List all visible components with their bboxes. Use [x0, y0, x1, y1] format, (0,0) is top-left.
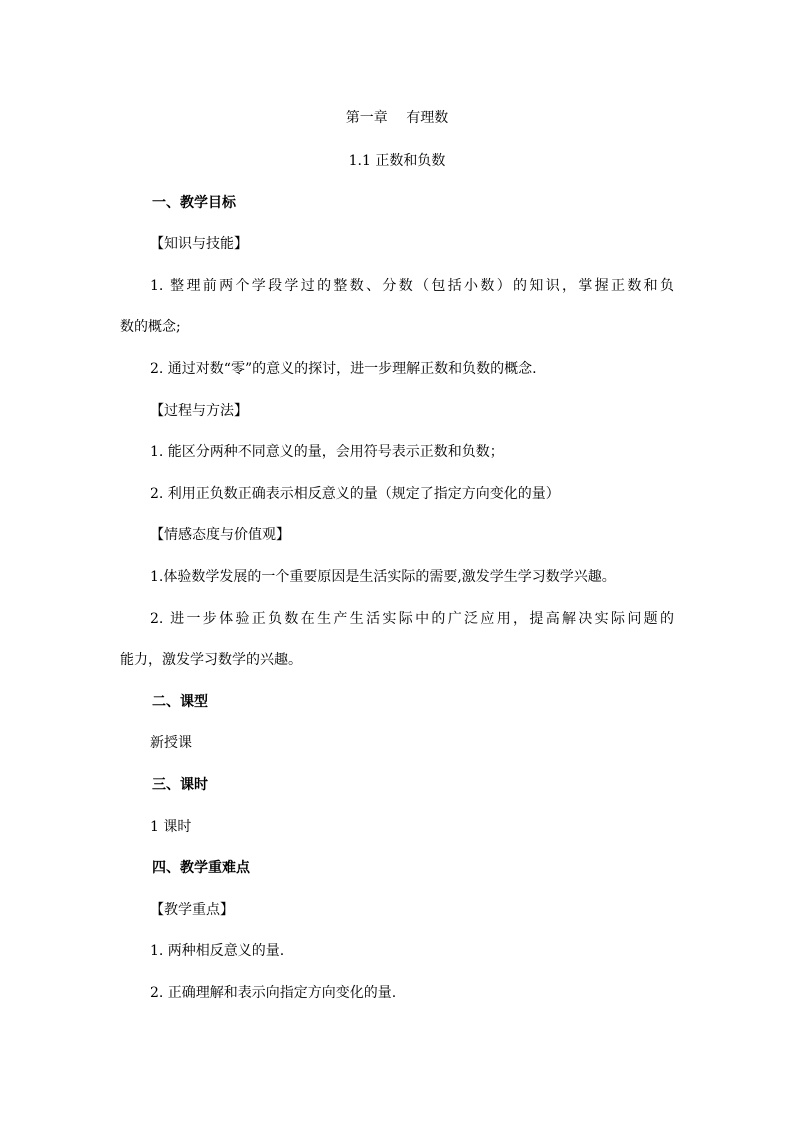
focus-item1: 1. 两种相反意义的量. [150, 943, 285, 959]
ks-item2: 2. 通过对数“零”的意义的探讨，进一步理解正数和负数的概念. [150, 361, 537, 377]
chapter-title: 第一章 有理数 [345, 110, 449, 126]
class-hours-value: 1 课时 [150, 819, 192, 835]
lesson-type-heading: 二、课型 [152, 694, 208, 710]
key-points-heading: 四、教学重难点 [152, 860, 250, 876]
pm-item1: 1. 能区分两种不同意义的量，会用符号表示正数和负数； [150, 444, 504, 460]
focus-item2: 2. 正确理解和表示向指定方向变化的量. [150, 985, 397, 1001]
ks-item1-line2: 数的概念; [120, 319, 181, 335]
goals-heading: 一、教学目标 [152, 195, 236, 211]
emotion-heading: 【情感态度与价值观】 [150, 527, 290, 543]
process-method-heading: 【过程与方法】 [150, 403, 248, 419]
ks-item1-line1: 1. 整理前两个学段学过的整数、分数（包括小数）的知识，掌握正数和负 [150, 278, 674, 294]
teaching-focus-heading: 【教学重点】 [150, 902, 234, 918]
emo-item2-line2: 能力，激发学习数学的兴趣。 [120, 652, 302, 668]
lesson-type-value: 新授课 [150, 735, 192, 751]
knowledge-skill-heading: 【知识与技能】 [150, 236, 248, 252]
section-title: 1.1 正数和负数 [348, 153, 446, 169]
emo-item2-line1: 2. 进一步体验正负数在生产生活实际中的广泛应用，提高解决实际问题的 [150, 611, 674, 627]
pm-item2: 2. 利用正负数正确表示相反意义的量（规定了指定方向变化的量） [150, 486, 560, 502]
class-hours-heading: 三、课时 [152, 777, 208, 793]
emo-item1: 1.体验数学发展的一个重要原因是生活实际的需要,激发学生学习数学兴趣。 [150, 569, 616, 585]
